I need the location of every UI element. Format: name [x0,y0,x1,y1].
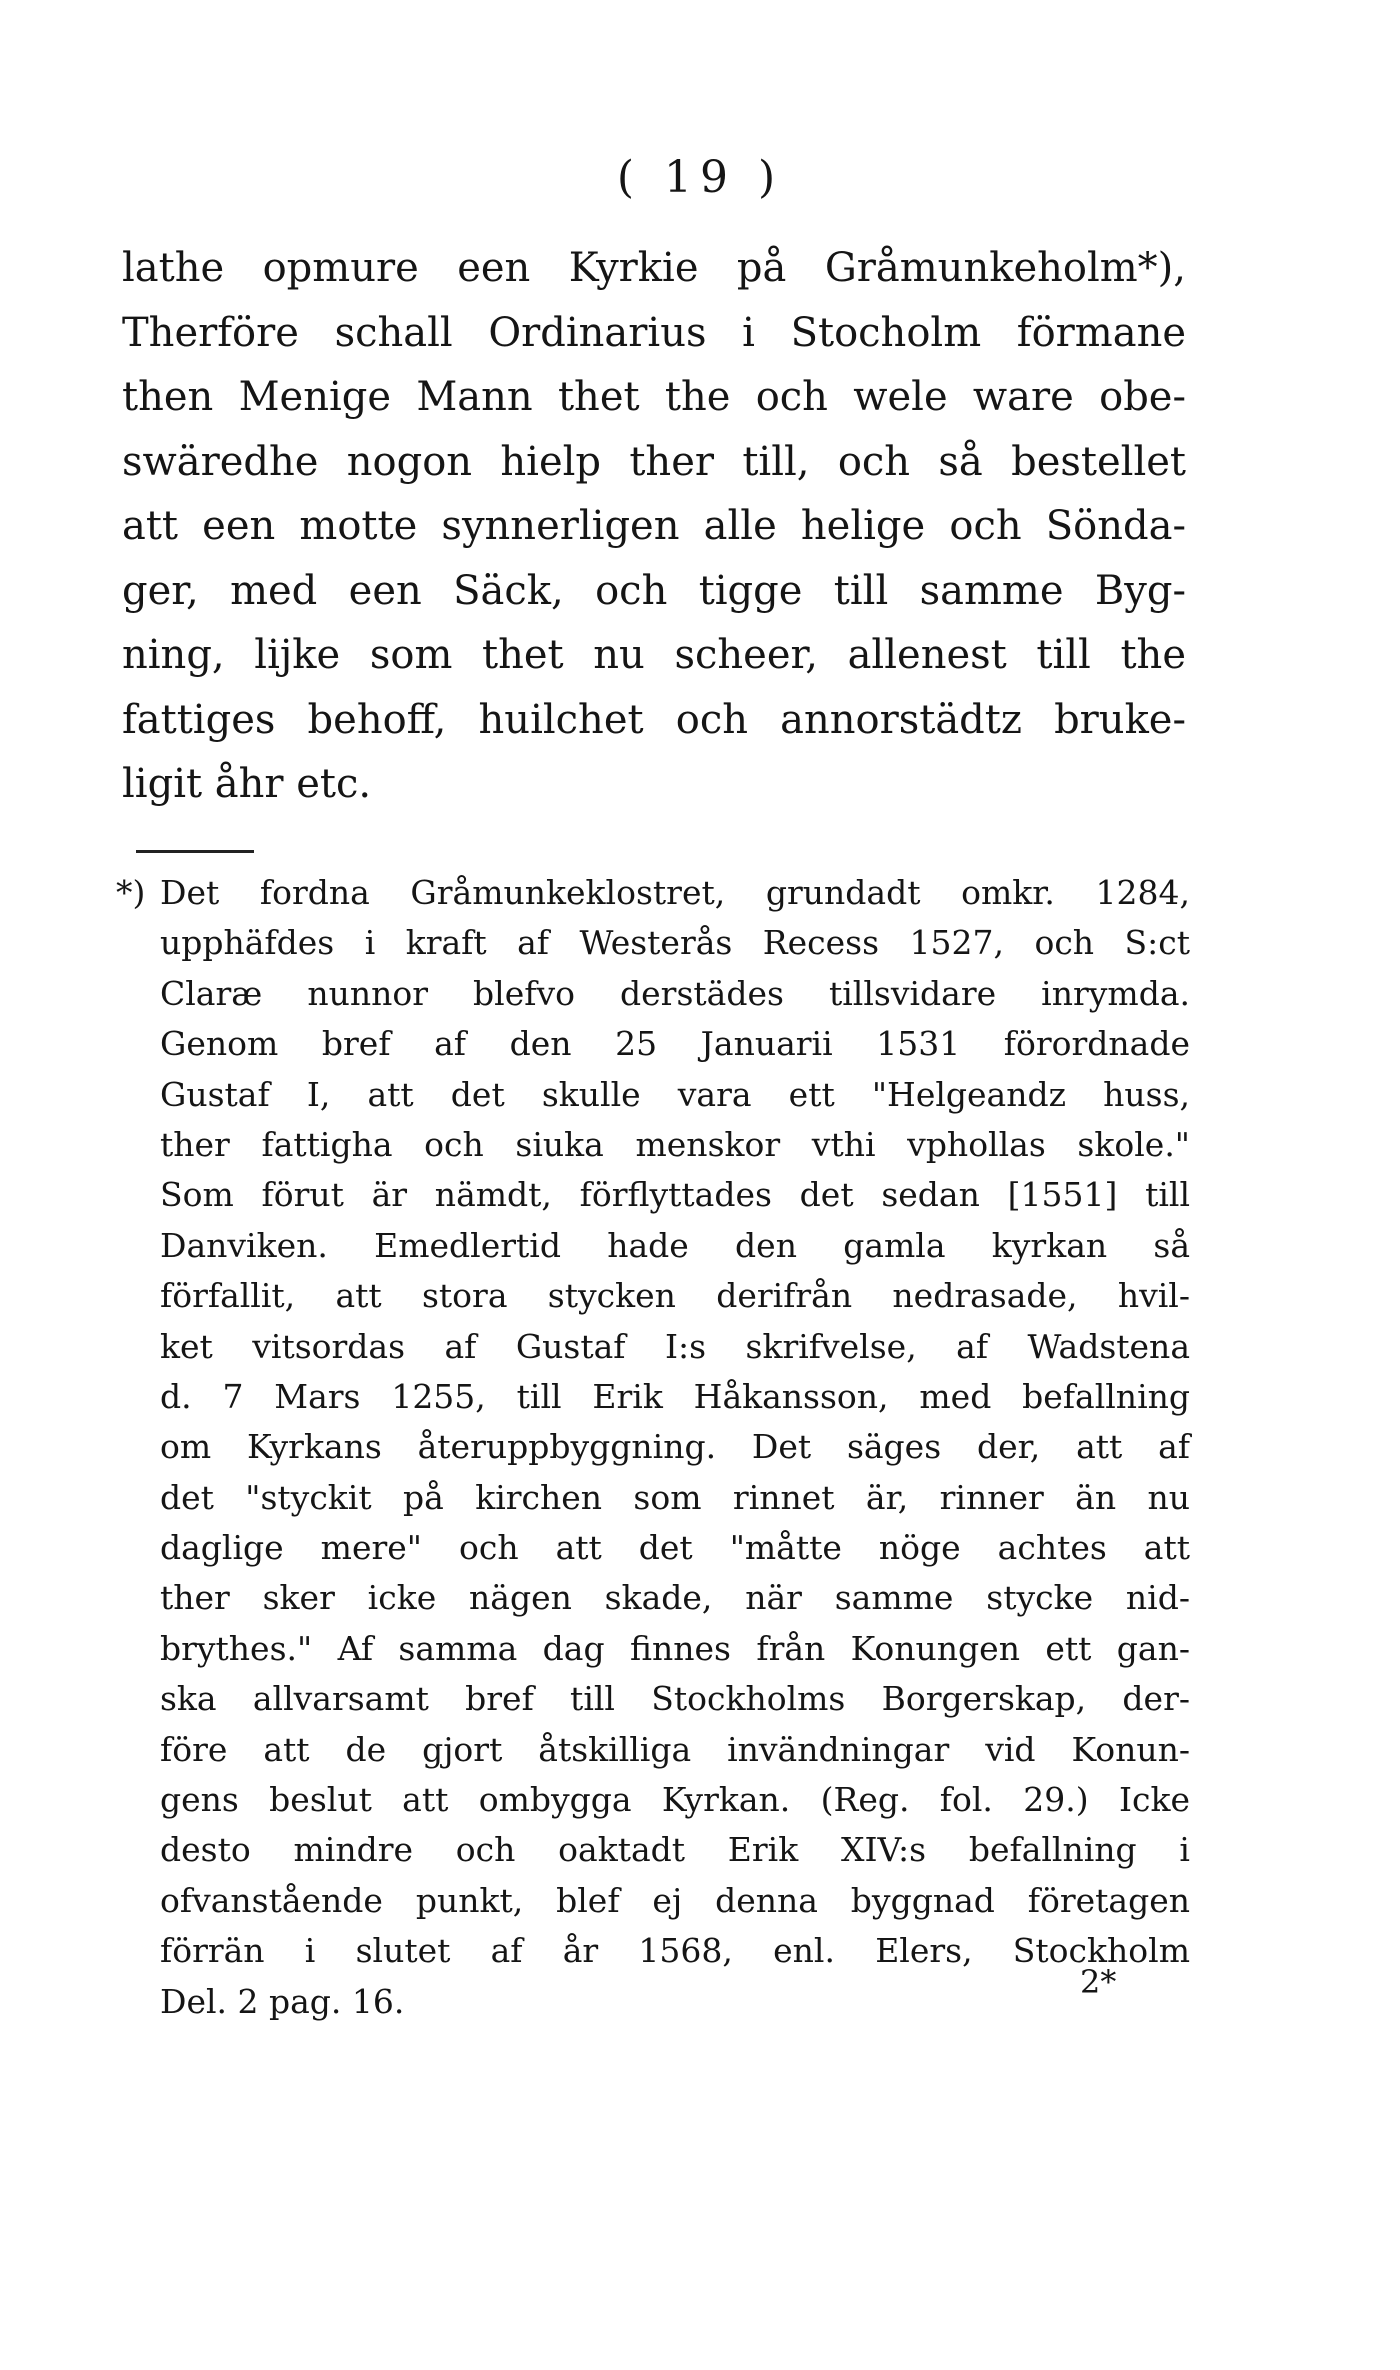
main-text-line: fattiges behoff, huilchet och annorstädtz bruke- [122,696,1186,743]
footnote-line: före att de gjort åtskilliga invändningar vid Konun- [160,1729,1190,1769]
main-text-line: Therföre schall Ordinarius i Stocholm förmane [122,309,1186,356]
footnote-line: Del. 2 pag. 16. [160,1981,405,2021]
footnote-line: Danviken. Emedlertid hade den gamla kyrkan så [160,1225,1190,1265]
footnote-line: Claræ nunnor blefvo derstädes tillsvidare inrymda. [160,973,1190,1013]
footnote-line: brythes." Af samma dag finnes från Konungen ett gan- [160,1628,1190,1668]
footnote-line: ther sker icke nägen skade, när samme stycke nid- [160,1578,1190,1618]
footnote-line: förrän i slutet af år 1568, enl. Elers, Stockholm [160,1931,1190,1971]
main-text [122,236,1186,817]
footnote-line: upphäfdes i kraft af Westerås Recess 1527, och S:ct [160,923,1190,963]
main-text-line: lathe opmure een Kyrkie på Gråmunkeholm*), [122,245,1186,291]
footnote-divider [136,850,254,853]
footnote-line: ther fattigha och siuka menskor vthi vphollas skole." [160,1124,1190,1164]
page-number: ( 19 ) [616,152,784,203]
footnote-line: daglige mere" och att det "måtte nöge achtes att [160,1528,1190,1568]
footnote-line: det "styckit på kirchen som rinnet är, rinner än nu [160,1477,1190,1517]
main-text-line: ning, lijke som thet nu scheer, allenest till the [122,632,1186,678]
footnote-line: desto mindre och oaktadt Erik XIV:s befallning i [160,1830,1190,1870]
footnote-line: Det fordna Gråmunkeklostret, grundadt omkr. 1284, [160,873,1190,912]
footnote-marker: *) [116,873,146,912]
footnote-line: d. 7 Mars 1255, till Erik Håkansson, med befallning [160,1376,1190,1416]
footnote-line: ket vitsordas af Gustaf I:s skrifvelse, af Wadstena [160,1326,1190,1366]
footnote-line: förfallit, att stora stycken derifrån nedrasade, hvil- [160,1276,1190,1316]
footnote-line: ofvanstående punkt, blef ej denna byggnad företagen [160,1880,1190,1920]
footnote-line: Genom bref af den 25 Januarii 1531 förordnade [160,1024,1190,1064]
main-text-line: swäredhe nogon hielp ther till, och så bestellet [122,438,1186,485]
main-text-line: ligit åhr etc. [122,761,372,807]
footnote [116,868,1190,2027]
footnote-line: gens beslut att ombygga Kyrkan. (Reg. fol. 29.) Icke [160,1780,1190,1820]
main-text-line: att een motte synnerligen alle helige och Sönda- [122,503,1186,549]
main-text-line: then Menige Mann thet the och wele ware obe- [122,374,1186,420]
signature-mark: 2* [1080,1963,1117,2001]
footnote-line: ska allvarsamt bref till Stockholms Borgerskap, der- [160,1679,1190,1719]
main-text-line: ger, med een Säck, och tigge till samme Byg- [122,567,1186,614]
footnote-line: Gustaf I, att det skulle vara ett "Helgeandz huss, [160,1074,1190,1114]
footnote-line: Som förut är nämdt, förflyttades det sedan [1551] till [160,1175,1190,1215]
footnote-line: om Kyrkans återuppbyggning. Det säges der, att af [160,1427,1190,1467]
